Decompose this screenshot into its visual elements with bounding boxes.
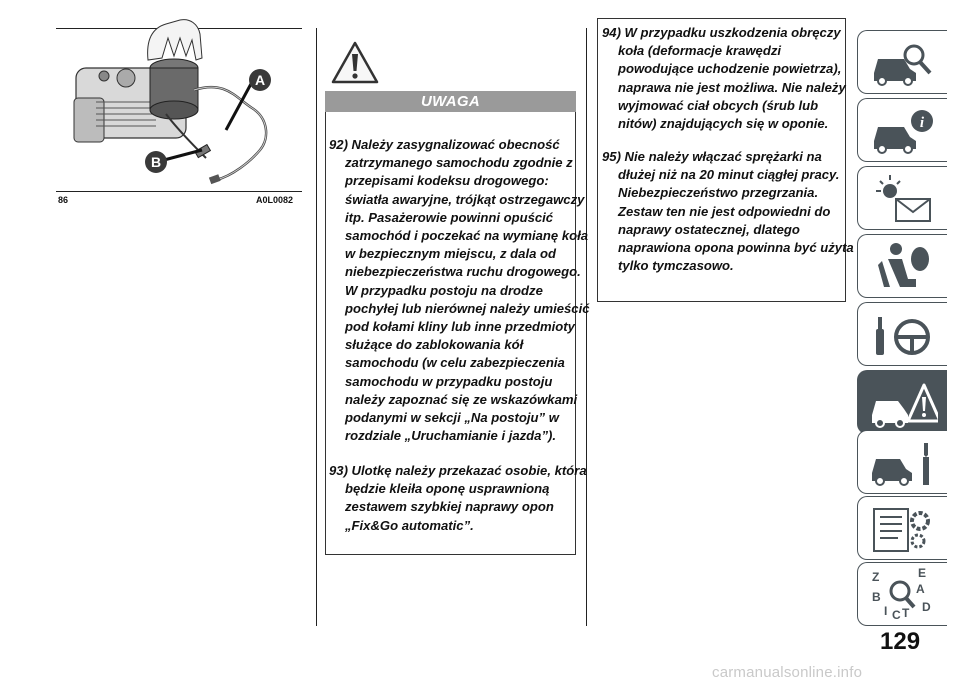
note-94: 94) W przypadku uszkodzenia obręczy koła (deformacje krawędzi powodujące uchodzenie powietrza), naprawa nie jest możliwa. Nie należy wyjmować ciał obcych (śrub lub nitów) znajdujących się w oponie. <box>602 25 846 132</box>
tab-safety[interactable] <box>857 98 947 162</box>
car-emergency-icon <box>868 375 938 431</box>
dashboard-lights-message-icon <box>868 171 938 227</box>
alphabetical-index-icon <box>868 567 938 623</box>
warning-triangle-icon <box>330 40 380 86</box>
svg-text:B: B <box>872 590 881 604</box>
car-maintenance-icon <box>868 435 938 491</box>
tab-starting-driving[interactable] <box>857 302 947 366</box>
tire-repair-kit-figure <box>56 10 302 192</box>
figure-code: A0L0082 <box>256 195 294 205</box>
note-95: 95) Nie należy włączać sprężarki na dłużej niż na 20 minut ciągłej pracy. Niebezpieczeństwo przegrzania. Zestaw ten nie jest odpowiedni do naprawy ostatecznej, dlatego naprawiona opona powinna być użyta tylko tymczasowo. <box>602 149 854 274</box>
svg-text:C: C <box>892 608 901 622</box>
tab-technical-data[interactable] <box>857 496 947 560</box>
callout-a: A <box>254 72 266 88</box>
tab-index[interactable] <box>857 562 947 626</box>
warning-title: UWAGA <box>325 91 576 112</box>
car-search-icon <box>868 35 938 91</box>
figure-bottom-rule <box>56 191 302 192</box>
column-divider <box>316 28 317 626</box>
car-info-icon <box>868 103 938 159</box>
note-93: 93) Ulotkę należy przekazać osobie, która będzie kleiła oponę usprawnioną zestawem szybkiej naprawy opon „Fix&Go automatic”. <box>329 463 587 533</box>
svg-text:A: A <box>916 582 925 596</box>
svg-text:I: I <box>884 604 888 618</box>
steering-wheel-key-icon <box>868 307 938 363</box>
watermark: carmanualsonline.info <box>712 664 863 681</box>
figure-number: 86 <box>58 195 69 205</box>
svg-text:T: T <box>902 606 910 620</box>
tab-warning-lights[interactable] <box>857 166 947 230</box>
svg-text:Z: Z <box>872 570 880 584</box>
svg-text:i: i <box>919 115 925 131</box>
seat-airbag-icon <box>868 239 938 295</box>
note-92: 92) Należy zasygnalizować obecność zatrzymanego samochodu zgodnie z przepisami kodeksu drogowego: światła awaryjne, trójkąt ostrzegawczy itp. Pasażerowie powinni opuścić samochód i poczekać na wymianę koła w bezpiecznym miejscu, z dala od niebezpieczeństwa ruchu drogowego. W przypadku postoju na drodze pochyłej lub nierównej należy umieścić pod kołami kliny lub inne przedmioty służące do zablokowania kół samochodu (w celu zabezpieczenia samochodu w przypadku postoju należy zapoznać się ze wskazówkami podanymi w sekcji „Na postoju” w rozdziale „Uruchamianie i jazda”). <box>329 137 590 444</box>
tab-maintenance[interactable] <box>857 430 947 494</box>
svg-text:D: D <box>922 600 931 614</box>
specs-gear-icon <box>868 501 938 557</box>
page-number: 129 <box>880 628 921 655</box>
callout-b: B <box>150 154 162 170</box>
tab-knowing-the-car[interactable] <box>857 30 947 94</box>
svg-text:E: E <box>918 567 927 580</box>
tab-emergency[interactable] <box>857 370 947 434</box>
tab-seats-safety[interactable] <box>857 234 947 298</box>
